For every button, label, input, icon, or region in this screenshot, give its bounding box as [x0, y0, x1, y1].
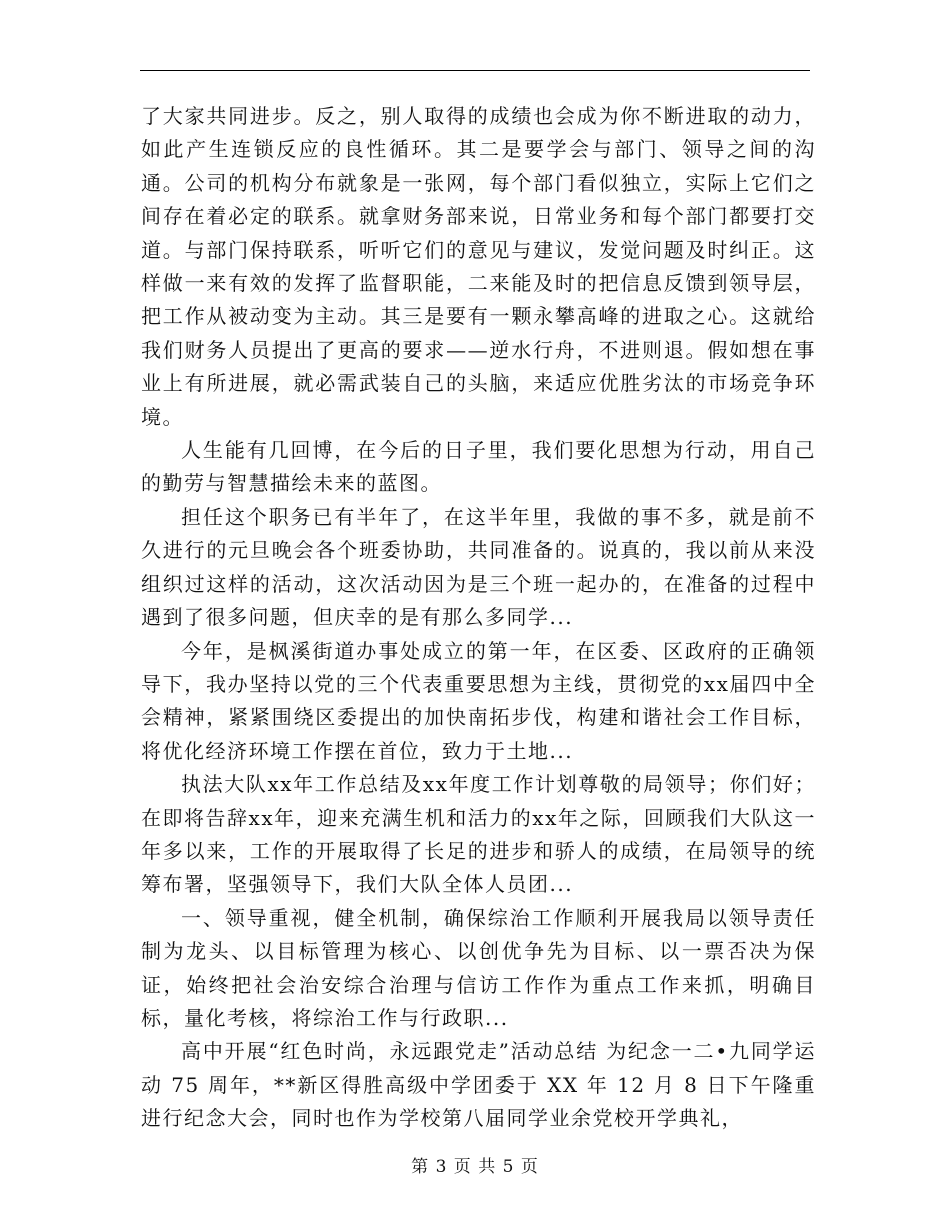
paragraph-5: 执法大队xx年工作总结及xx年度工作计划尊敬的局领导；你们好；在即将告辞xx年，迎来充满生机和活力的xx年之际，回顾我们大队这一年多以来，工作的开展取得了长足的进步和骄人的成绩，在局领导的统筹布署，坚强领导下，我们大队全体人员团... [141, 772, 816, 897]
paragraph-7: 高中开展“红色时尚，永远跟党走”活动总结 为纪念一二•九同学运动 75 周年，**新区得胜高级中学团委于 XX 年 12 月 8 日下午隆重进行纪念大会，同时也作为学校第八届同学业余党校开学典礼， [141, 1039, 816, 1131]
paragraph-4: 今年，是枫溪街道办事处成立的第一年，在区委、区政府的正确领导下，我办坚持以党的三个代表重要思想为主线，贯彻党的xx届四中全会精神，紧紧围绕区委提出的加快南拓步伐，构建和谐社会工作目标，将优化经济环境工作摆在首位，致力于土地... [141, 638, 816, 763]
page-number-footer: 第 3 页 共 5 页 [411, 1157, 539, 1177]
paragraph-1: 了大家共同进步。反之，别人取得的成绩也会成为你不断进取的动力，如此产生连锁反应的良性循环。其二是要学会与部门、领导之间的沟通。公司的机构分布就象是一张网，每个部门看似独立，实际上它们之间存在着必定的联系。就拿财务部来说，日常业务和每个部门都要打交道。与部门保持联系，听听它们的意见与建议，发觉问题及时纠正。这样做一来有效的发挥了监督职能，二来能及时的把信息反馈到领导层，把工作从被动变为主动。其三是要有一颗永攀高峰的进取之心。这就给我们财务人员提出了更高的要求——逆水行舟，不进则退。假如想在事业上有所进展，就必需武装自己的头脑，来适应优胜劣汰的市场竞争环境。 [141, 104, 816, 429]
paragraph-2: 人生能有几回博，在今后的日子里，我们要化思想为行动，用自己的勤劳与智慧描绘未来的蓝图。 [141, 438, 816, 496]
header-rule [140, 70, 810, 71]
paragraph-3: 担任这个职务已有半年了，在这半年里，我做的事不多，就是前不久进行的元旦晚会各个班委协助，共同准备的。说真的，我以前从来没组织过这样的活动，这次活动因为是三个班一起办的，在准备的过程中遇到了很多问题，但庆幸的是有那么多同学... [141, 504, 816, 630]
document-body [141, 100, 816, 1136]
paragraph-6: 一、领导重视，健全机制，确保综治工作顺利开展我局以领导责任制为龙头、以目标管理为核心、以创优争先为目标、以一票否决为保证，始终把社会治安综合治理与信访工作作为重点工作来抓，明确目标，量化考核，将综治工作与行政职... [141, 905, 816, 1030]
